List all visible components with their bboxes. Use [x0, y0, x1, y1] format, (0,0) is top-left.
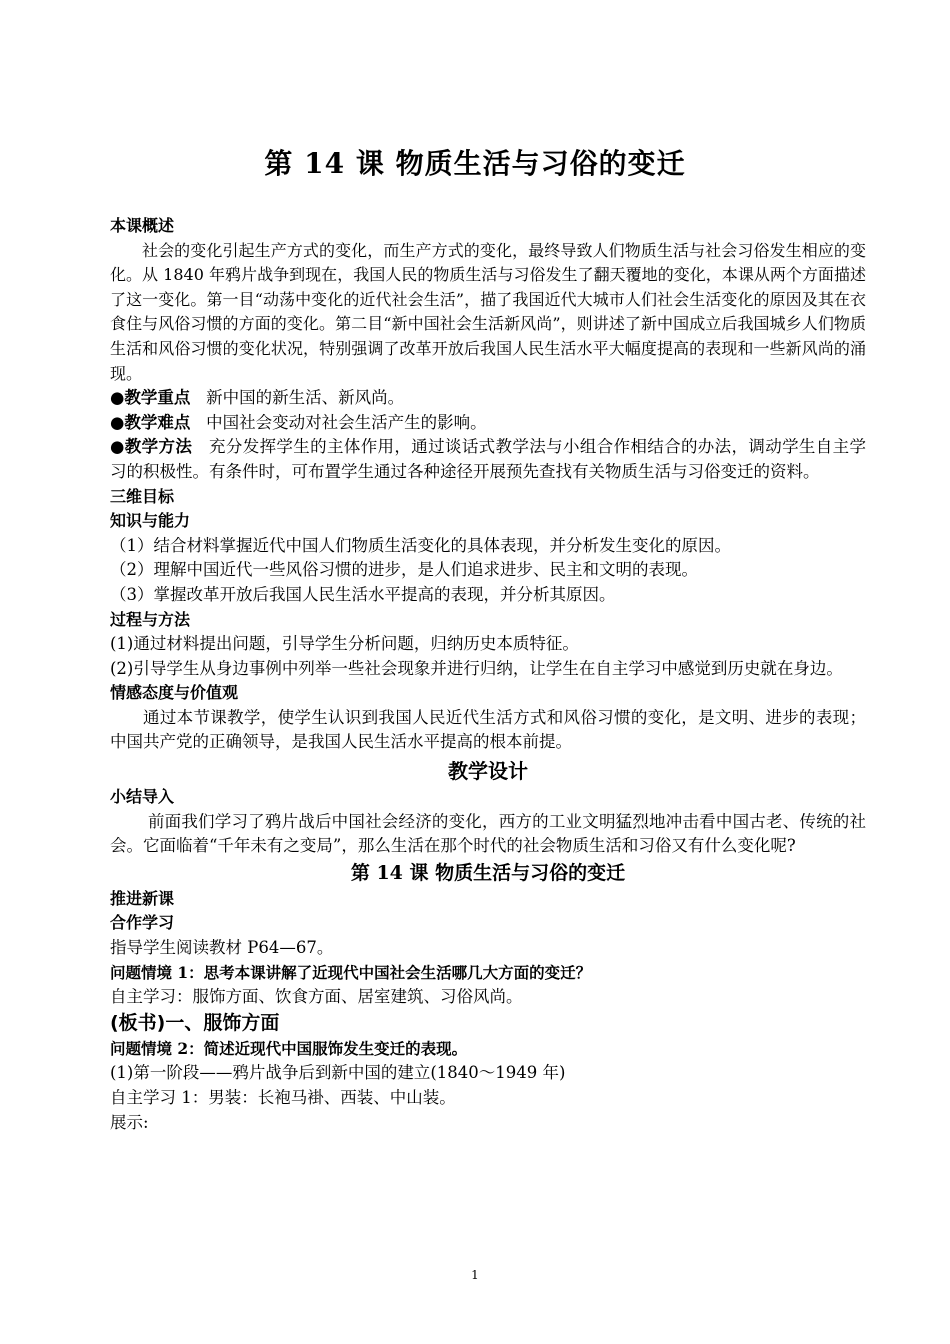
cooperative-heading: 合作学习: [110, 913, 175, 933]
teaching-difficulty-text: 中国社会变动对社会生活产生的影响。: [206, 412, 487, 432]
question-scenario-2: 问题情境 2：简述近现代中国服饰发生变迁的表现。: [110, 1038, 468, 1058]
intro-heading: 小结导入: [110, 787, 175, 807]
overview-paragraph: 社会的变化引起生产方式的变化，而生产方式的变化，最终导致人们物质生活与社会习俗发生相应的变化。从 1840 年鸦片战争到现在，我国人民的物质生活与习俗发生了翻天覆地的变化，本课从两个方面描述了这一变化。第一目“动荡中变化的近代社会生活”，描了我国近代大城市人们社会生活变化的原因及其在衣食住与风俗习惯的方面的变化。第二目“新中国社会生活新风尚”，则讲述了新中国成立后我国城乡人们物质生活和风俗习惯的变化状况，特别强调了改革开放后我国人民生活水平大幅度提高的表现和一些新风尚的涌现。: [110, 240, 866, 383]
design-heading: 教学设计: [448, 759, 528, 784]
process-heading: 过程与方法: [110, 609, 191, 629]
process-item: (1)通过材料提出问题，引导学生分析问题，归纳历史本质特征。: [110, 634, 579, 654]
teaching-method-text: 充分发挥学生的主体作用，通过谈话式教学法与小组合作相结合的办法，调动学生自主学习的积极性。有条件时，可布置学生通过各种途径开展预先查找有关物质生活与习俗变迁的资料。: [110, 437, 867, 481]
teaching-difficulty-label: ●教学难点: [110, 412, 191, 432]
knowledge-heading: 知识与能力: [110, 511, 191, 531]
knowledge-item: （1）结合材料掌握近代中国人们物质生活变化的具体表现，并分析发生变化的原因。: [110, 535, 731, 555]
teaching-method: [110, 435, 866, 484]
self-study-2: 自主学习 1：男装：长袍马褂、西装、中山装。: [110, 1088, 456, 1107]
stage-1: (1)第一阶段——鸦片战争后到新中国的建立(1840～1949 年): [110, 1063, 566, 1083]
process-item: (2)引导学生从身边事例中列举一些社会现象并进行归纳，让学生在自主学习中感觉到历史就在身边。: [110, 658, 843, 678]
knowledge-item: （2）理解中国近代一些风俗习惯的进步，是人们追求进步、民主和文明的表现。: [110, 560, 698, 580]
teaching-focus: [110, 386, 866, 411]
reading-guide: 指导学生阅读教材 P64—67。: [110, 938, 334, 958]
lesson-subtitle: 第 14 课 物质生活与习俗的变迁: [350, 861, 626, 884]
teaching-focus-label: ●教学重点: [110, 388, 191, 408]
values-paragraph: 通过本节课教学，使学生认识到我国人民近代生活方式和风俗习惯的变化，是文明、进步的表现；中国共产党的正确领导，是我国人民生活水平提高的根本前提。: [110, 707, 866, 752]
self-study-1: 自主学习：服饰方面、饮食方面、居室建筑、习俗风尚。: [110, 987, 523, 1007]
question-scenario-1: 问题情境 1：思考本课讲解了近现代中国社会生活哪几大方面的变迁？: [110, 962, 592, 982]
page-number: 1: [471, 1268, 479, 1282]
intro-paragraph: 前面我们学习了鸦片战后中国社会经济的变化，西方的工业文明猛烈地冲击看中国古老、传统的社会。它面临着“千年未有之变局”，那么生活在那个时代的社会物质生活和习俗又有什么变化呢?: [110, 811, 866, 856]
lesson-title: 第 14 课 物质生活与习俗的变迁: [264, 147, 686, 180]
goals-heading: 三维目标: [110, 486, 175, 506]
teaching-difficulty: [110, 411, 866, 436]
overview-heading: 本课概述: [110, 216, 175, 235]
document-body: [110, 214, 866, 1135]
knowledge-item: （3）掌握改革开放后我国人民生活水平提高的表现，并分析其原因。: [110, 584, 616, 604]
teaching-method-label: ●教学方法: [110, 437, 193, 457]
show-label: 展示:: [110, 1112, 149, 1132]
board-heading: (板书)一、服饰方面: [110, 1011, 280, 1034]
advance-heading: 推进新课: [110, 888, 175, 908]
teaching-focus-text: 新中国的新生活、新风尚。: [206, 388, 405, 408]
values-heading: 情感态度与价值观: [110, 683, 239, 703]
